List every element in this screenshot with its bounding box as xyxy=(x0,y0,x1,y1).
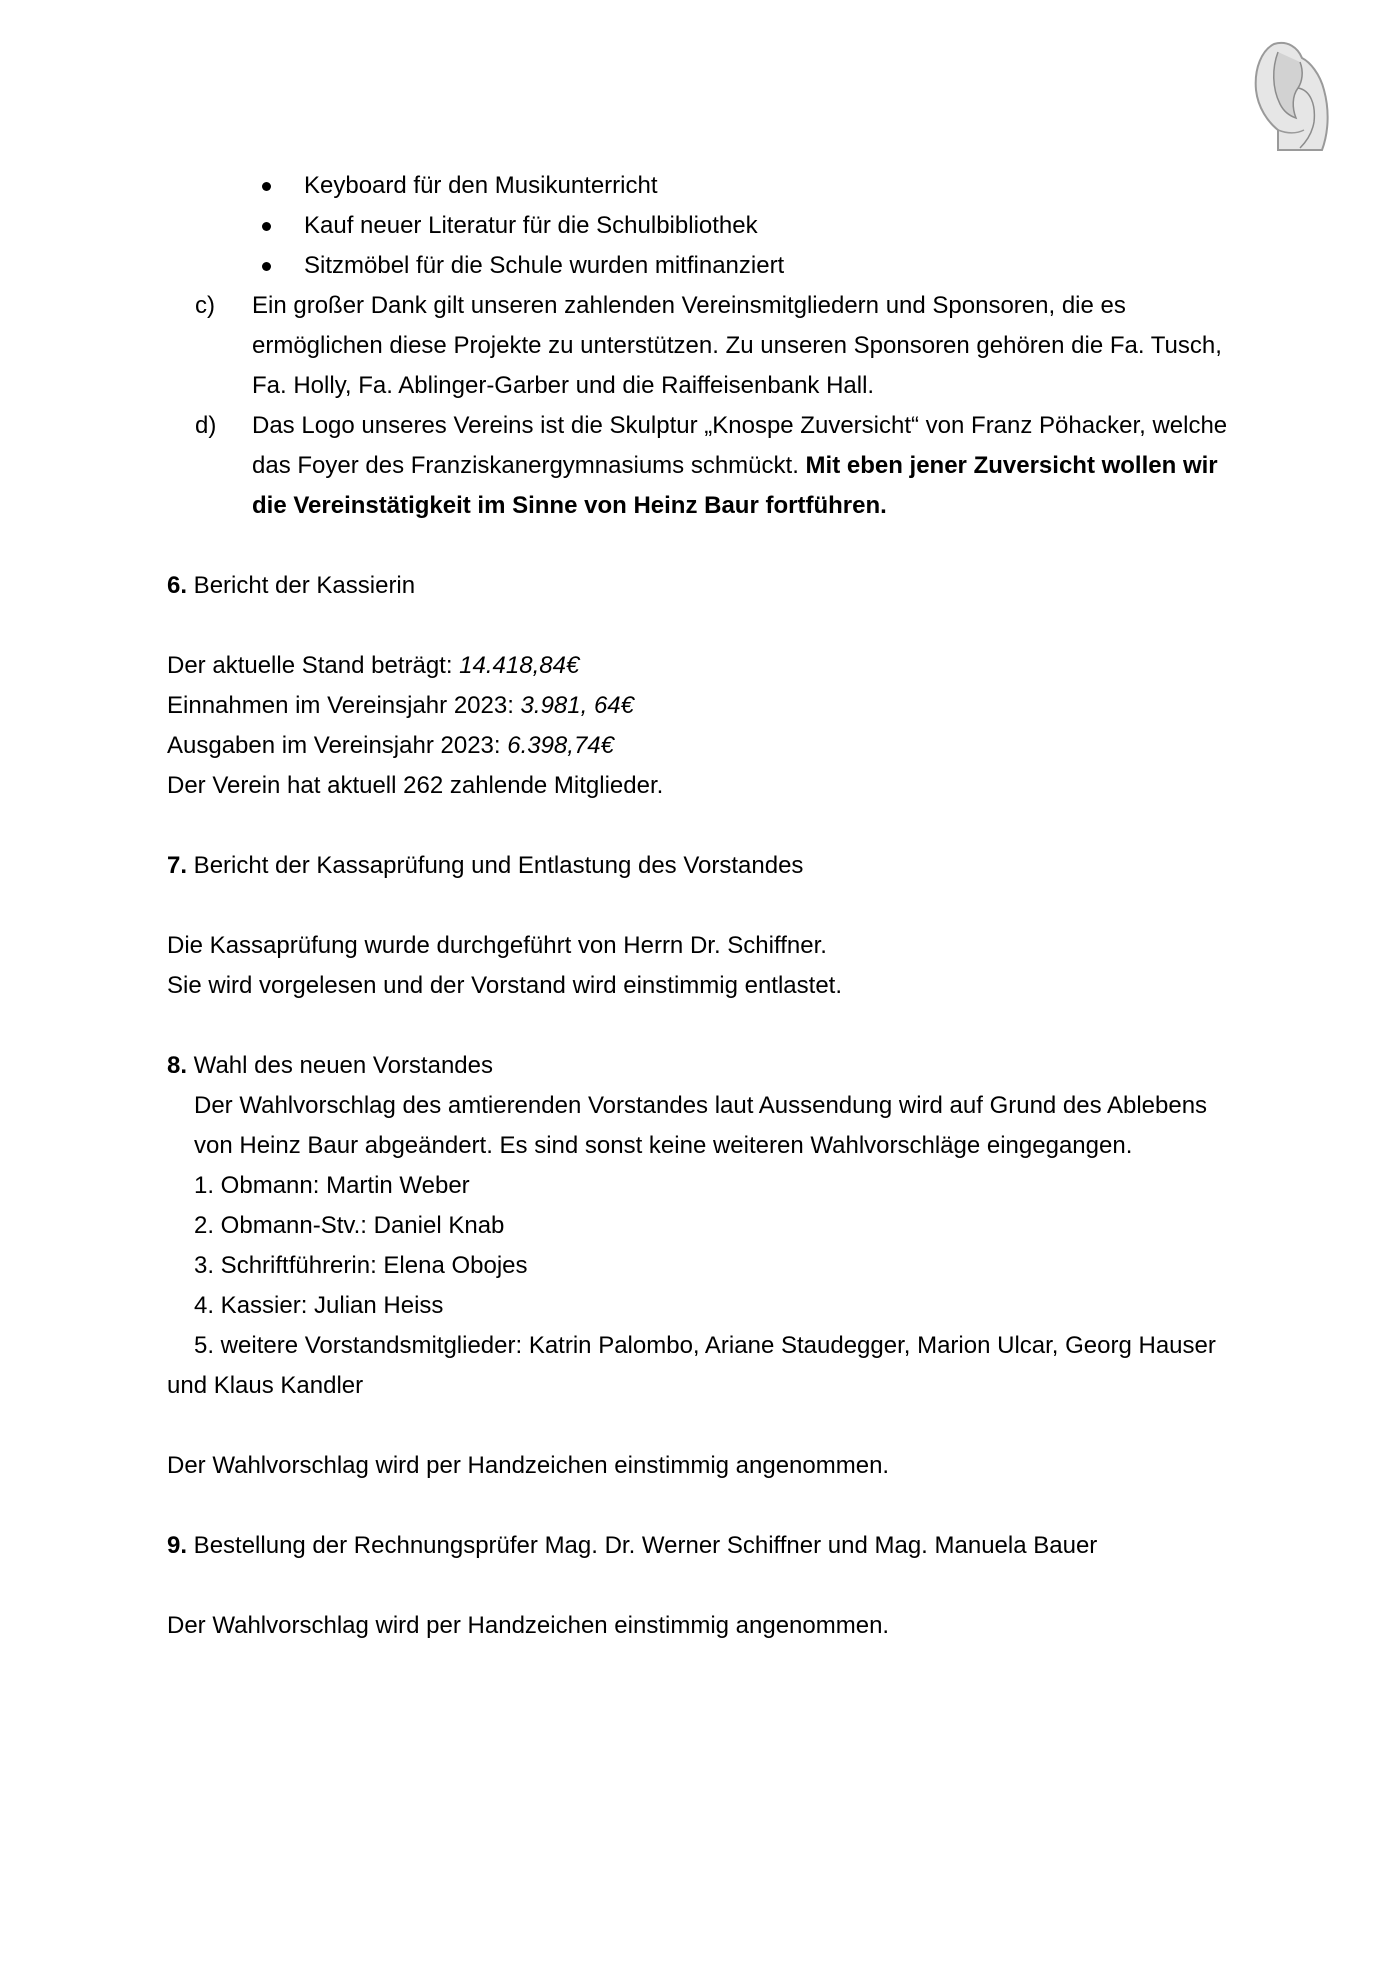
section-6-heading xyxy=(167,566,1247,606)
item-c-marker: c) xyxy=(195,292,215,319)
weitere-mitglieder-line: 5. weitere Vorstandsmitglieder: Katrin Palombo, Ariane Staudegger, Marion Ulcar, Georg Hauser und Klaus Kandler xyxy=(167,1332,1216,1399)
section-title: Wahl des neuen Vorstandes xyxy=(187,1052,493,1079)
stand-line xyxy=(167,646,1247,686)
section-title: Bericht der Kassierin xyxy=(187,572,416,599)
stand-label: Der aktuelle Stand beträgt: xyxy=(167,652,460,679)
einnahmen-value: 3.981, 64€ xyxy=(520,692,634,719)
section-7-heading xyxy=(167,846,1247,886)
ausgaben-label: Ausgaben im Vereinsjahr 2023: xyxy=(167,732,508,759)
kassapruefung-line: Die Kassaprüfung wurde durchgeführt von Herrn Dr. Schiffner. xyxy=(167,932,827,959)
einnahmen-line xyxy=(167,686,1247,726)
item-d-plain: Das Logo unseres Vereins ist die Skulptur „Knospe Zuversicht“ von Franz Pöhacker, welche das Foyer des Franziskanergymnasiums schmückt. xyxy=(252,412,1228,479)
section-title: Bericht der Kassaprüfung und Entlastung des Vorstandes xyxy=(187,852,804,879)
section-number: 9. xyxy=(167,1532,188,1559)
wahlvorschlag-intro: Der Wahlvorschlag des amtierenden Vorstandes laut Aussendung wird auf Grund des Ablebens von Heinz Baur abgeändert. Es sind sonst keine weiteren Wahlvorschläge eingegangen. xyxy=(194,1092,1208,1159)
project-list xyxy=(167,166,1247,286)
item-d xyxy=(167,406,1247,526)
mitglieder-line: Der Verein hat aktuell 262 zahlende Mitglieder. xyxy=(167,772,664,799)
item-d-marker: d) xyxy=(195,412,217,439)
item-d-text xyxy=(252,406,1247,526)
knospe-sculpture-logo xyxy=(1244,38,1340,158)
section-number: 8. xyxy=(167,1052,188,1079)
section-9-heading xyxy=(167,1526,1247,1566)
section-8-heading xyxy=(167,1046,1247,1086)
item-c-text: Ein großer Dank gilt unseren zahlenden Vereinsmitgliedern und Sponsoren, die es ermöglichen diese Projekte zu unterstützen. Zu unseren Sponsoren gehören die Fa. Tusch, Fa. Holly, Fa. Ablinger-Garber und die Raiffeisenbank Hall. xyxy=(252,292,1222,399)
ausgaben-value: 6.398,74€ xyxy=(507,732,614,759)
entlastung-line: Sie wird vorgelesen und der Vorstand wird einstimmig entlastet. xyxy=(167,972,842,999)
item-d-bold: Mit eben jener Zuversicht wollen wir die Vereinstätigkeit im Sinne von Heinz Baur fortführen. xyxy=(252,452,1218,519)
list-item: Keyboard für den Musikunterricht xyxy=(167,166,1247,206)
role-line: 4. Kassier: Julian Heiss xyxy=(194,1292,444,1319)
document-body xyxy=(167,166,1247,1646)
role-line: 1. Obmann: Martin Weber xyxy=(194,1172,470,1199)
section-title: Bestellung der Rechnungsprüfer Mag. Dr. Werner Schiffner und Mag. Manuela Bauer xyxy=(187,1532,1098,1559)
section-8-result: Der Wahlvorschlag wird per Handzeichen einstimmig angenommen. xyxy=(167,1452,890,1479)
ausgaben-line xyxy=(167,726,1247,766)
item-c xyxy=(167,286,1247,406)
role-line: 3. Schriftführerin: Elena Obojes xyxy=(194,1252,528,1279)
section-number: 7. xyxy=(167,852,188,879)
section-9-result: Der Wahlvorschlag wird per Handzeichen einstimmig angenommen. xyxy=(167,1612,890,1639)
list-item: Kauf neuer Literatur für die Schulbibliothek xyxy=(167,206,1247,246)
einnahmen-label: Einnahmen im Vereinsjahr 2023: xyxy=(167,692,521,719)
stand-value: 14.418,84€ xyxy=(459,652,580,679)
role-line: 2. Obmann-Stv.: Daniel Knab xyxy=(194,1212,505,1239)
section-number: 6. xyxy=(167,572,188,599)
list-item: Sitzmöbel für die Schule wurden mitfinanziert xyxy=(167,246,1247,286)
